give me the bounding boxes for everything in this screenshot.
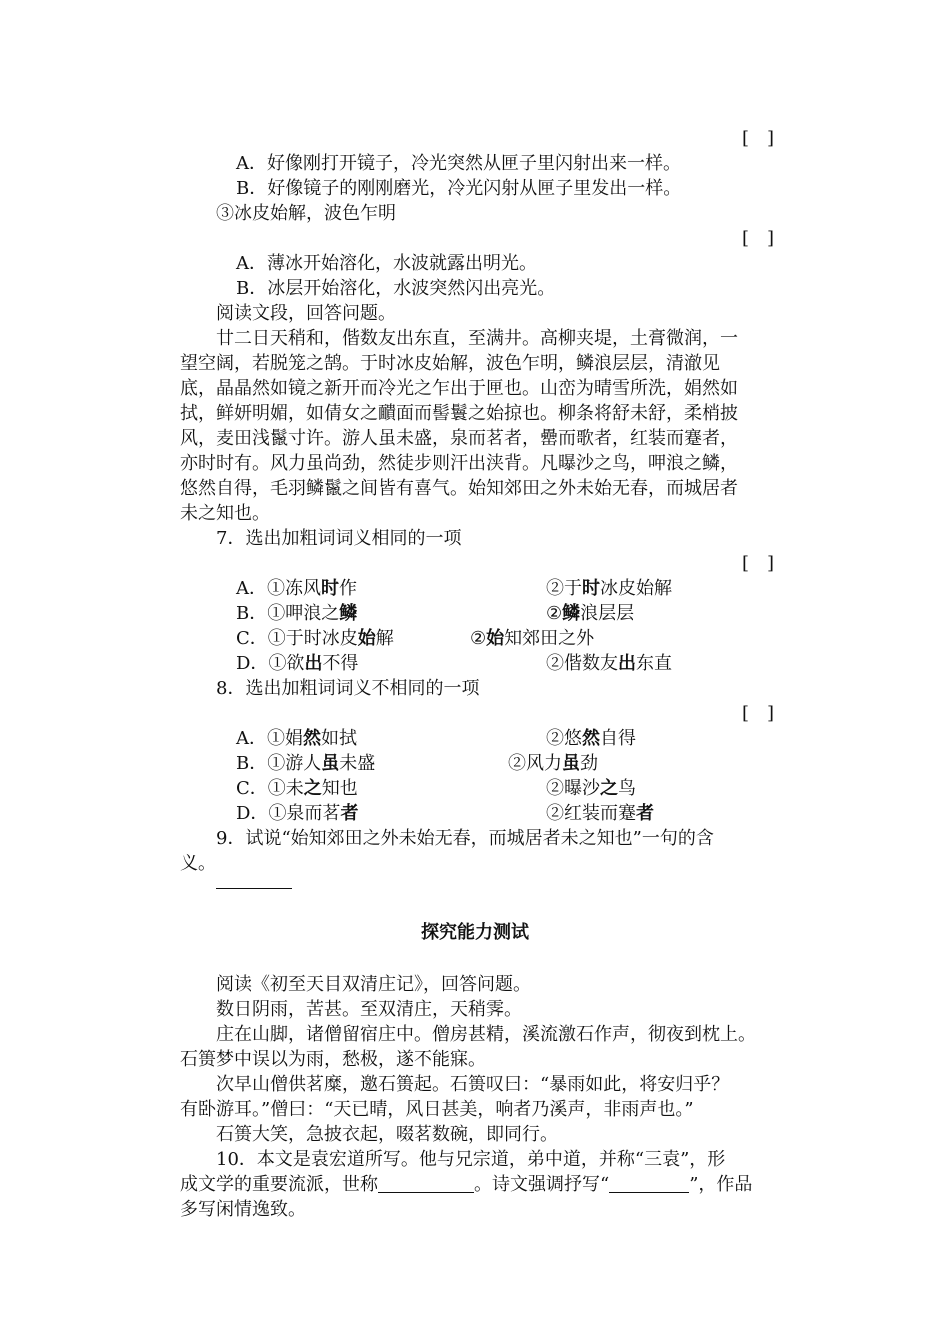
reading-instruction: 阅读《初至天目双清庄记》，回答问题。 (216, 974, 531, 995)
question-9-cont: 义。 (180, 853, 216, 874)
passage-line: 廿二日天稍和，偕数友出东直，至满井。高柳夹堤，土膏微润，一 (216, 328, 738, 349)
passage-line: 庄在山脚，诸僧留宿庄中。僧房甚精，溪流激石作声，彻夜到枕上。 (216, 1024, 756, 1045)
choice-row: ②始知郊田之外 (470, 628, 595, 649)
choice-row: ②悠然自得 (546, 728, 636, 749)
choice-row: ②偕数友出东直 (546, 653, 672, 674)
passage-line: 亦时时有。风力虽尚劲，然徒步则汗出浃背。凡曝沙之鸟，呷浪之鳞， (180, 453, 738, 474)
option-a: A．好像刚打开镜子，冷光突然从匣子里闪射出来一样。 (236, 153, 681, 174)
section-title: 探究能力测试 (421, 922, 529, 943)
passage-line: 底，晶晶然如镜之新开而冷光之乍出于匣也。山峦为晴雪所洗，娟然如 (180, 378, 738, 399)
choice-row: B．①呷浪之鳞 (236, 603, 358, 624)
passage-line: 望空阔，若脱笼之鹄。于时冰皮始解，波色乍明，鳞浪层层，清澈见 (180, 353, 720, 374)
choice-row: C．①未之知也 (236, 778, 358, 799)
option-a: A．薄冰开始溶化，水波就露出明光。 (236, 253, 537, 274)
question-9: 9．试说“始知郊田之外未始无春，而城居者未之知也”一句的含 (216, 828, 714, 849)
passage-line: 石篑梦中误以为雨，愁极，遂不能寐。 (180, 1049, 486, 1070)
passage-line: 次早山僧供茗糜，邀石篑起。石篑叹曰：“暴雨如此，将安归乎？ (216, 1074, 730, 1095)
answer-bracket: [ ] (742, 128, 775, 149)
question-8-stem: 8．选出加粗词词义不相同的一项 (216, 678, 480, 699)
choice-row: ②鳞浪层层 (546, 603, 635, 624)
passage-line: 未之知也。 (180, 503, 270, 524)
choice-row: ②风力虽劲 (508, 753, 598, 774)
answer-bracket: [ ] (742, 703, 775, 724)
passage-line: 数日阴雨，苦甚。至双清庄，天稍霁。 (216, 999, 522, 1020)
choice-row: ②红装而蹇者 (546, 803, 654, 824)
choice-row: A．①娟然如拭 (236, 728, 357, 749)
reading-instruction: 阅读文段，回答问题。 (216, 303, 396, 324)
choice-row: A．①冻风时作 (236, 578, 357, 599)
answer-line (216, 888, 292, 889)
answer-bracket: [ ] (742, 553, 775, 574)
question-10-cont: 多写闲情逸致。 (180, 1199, 306, 1220)
choice-row: C．①于时冰皮始解 (236, 628, 394, 649)
choice-row: B．①游人虽未盛 (236, 753, 376, 774)
passage-line: 风，麦田浅鬣寸许。游人虽未盛，泉而茗者，罍而歌者，红装而蹇者， (180, 428, 738, 449)
option-b: B．冰层开始溶化，水波突然闪出亮光。 (236, 278, 556, 299)
option-b: B．好像镜子的刚刚磨光，冷光闪射从匣子里发出一样。 (236, 178, 682, 199)
passage-line: 石篑大笑，急披衣起，啜茗数碗，即同行。 (216, 1124, 558, 1145)
passage-line: 悠然自得，毛羽鳞鬣之间皆有喜气。始知郊田之外未始无春，而城居者 (180, 478, 738, 499)
question-3: ③冰皮始解，波色乍明 (216, 203, 396, 224)
choice-row: D．①欲出不得 (236, 653, 359, 674)
blank-field[interactable] (609, 1174, 689, 1193)
question-10-cont: 成文学的重要流派，世称 。诗文强调抒写“ ”，作品 (180, 1174, 753, 1195)
choice-row: D．①泉而茗者 (236, 803, 359, 824)
answer-bracket: [ ] (742, 228, 775, 249)
blank-field[interactable] (378, 1174, 474, 1193)
passage-line: 拭，鲜妍明媚，如倩女之靧面而髻鬟之始掠也。柳条将舒未舒，柔梢披 (180, 403, 738, 424)
question-10: 10．本文是袁宏道所写。他与兄宗道，弟中道，并称“三袁”，形 (216, 1149, 726, 1170)
choice-row: ②曝沙之鸟 (546, 778, 636, 799)
choice-row: ②于时冰皮始解 (546, 578, 672, 599)
question-7-stem: 7．选出加粗词词义相同的一项 (216, 528, 462, 549)
passage-line: 有卧游耳。”僧曰：“天已晴，风日甚美，响者乃溪声，非雨声也。” (180, 1099, 694, 1120)
